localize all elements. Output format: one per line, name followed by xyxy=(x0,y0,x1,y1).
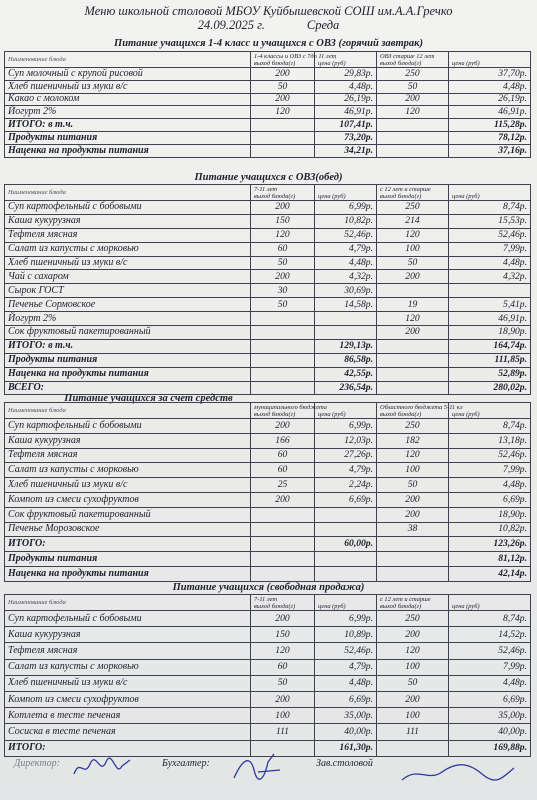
dish-name: Наценка на продукты питания xyxy=(5,566,251,581)
dish-name: Суп картофельный с бобовыми xyxy=(5,419,251,434)
table-row xyxy=(5,93,531,106)
dish-weight-b xyxy=(377,367,449,381)
dish-price-b: 40,00р. xyxy=(449,724,531,740)
dish-price-a: 4,32р. xyxy=(315,270,377,284)
column-header-group-b: с 12 лет и старше выход блюда(г) xyxy=(377,595,449,611)
dish-weight-a xyxy=(251,144,315,157)
dish-name: Каша кукурузная xyxy=(5,627,251,643)
dish-weight-a: 120 xyxy=(251,643,315,659)
dish-name: Хлеб пшеничный из муки в/с xyxy=(5,675,251,691)
dish-weight-a: 200 xyxy=(251,93,315,106)
dish-price-a: 6,99р. xyxy=(315,201,377,215)
dish-weight-a: 200 xyxy=(251,270,315,284)
table-row xyxy=(5,691,531,707)
dish-price-a xyxy=(315,507,377,522)
dish-price-a: 73,20р. xyxy=(315,131,377,144)
table-row xyxy=(5,312,531,326)
ovz-lunch-table xyxy=(4,184,531,395)
dish-weight-a: 200 xyxy=(251,611,315,627)
dish-weight-a xyxy=(251,507,315,522)
menu-weekday: Среда xyxy=(306,18,340,32)
table-row xyxy=(5,298,531,312)
table-header-row xyxy=(5,595,531,611)
dish-weight-a xyxy=(251,131,315,144)
dish-price-b: 46,91р. xyxy=(449,312,531,326)
dish-price-b: 37,70р. xyxy=(449,68,531,81)
dish-name: Продукты питания xyxy=(5,552,251,567)
dish-price-a: 27,26р. xyxy=(315,448,377,463)
table-row xyxy=(5,724,531,740)
dish-weight-b xyxy=(377,119,449,132)
dish-weight-a xyxy=(251,522,315,537)
dish-price-b: 4,48р. xyxy=(449,256,531,270)
dish-price-a: 2,24р. xyxy=(315,478,377,493)
budget-lunch-table xyxy=(4,402,531,582)
column-header-group-a: 7-11 лет выход блюда(г) xyxy=(251,595,315,611)
accountant-label: Бухгалтер: xyxy=(162,758,210,769)
dish-name: Хлеб пшеничный из муки в/с xyxy=(5,80,251,93)
dish-name: Компот из смеси сухофруктов xyxy=(5,492,251,507)
dish-weight-b: 50 xyxy=(377,675,449,691)
dish-price-a: 10,89р. xyxy=(315,627,377,643)
dish-price-b xyxy=(449,284,531,298)
dish-price-b: 8,74р. xyxy=(449,611,531,627)
dish-price-a: 12,03р. xyxy=(315,433,377,448)
dish-weight-a xyxy=(251,353,315,367)
section-title-ovz-lunch: Питание учащихся с ОВЗ(обед) xyxy=(194,172,343,183)
dish-price-a: 46,91р. xyxy=(315,106,377,119)
dish-weight-a: 150 xyxy=(251,627,315,643)
dish-weight-a: 60 xyxy=(251,659,315,675)
dish-price-a: 4,79р. xyxy=(315,242,377,256)
table-row xyxy=(5,507,531,522)
column-header-name: Наименование блюда xyxy=(5,595,251,611)
table-row xyxy=(5,566,531,581)
dish-weight-a: 50 xyxy=(251,298,315,312)
table-row xyxy=(5,708,531,724)
column-header-group-b: ОВЗ старше 12 лет выход блюда(г) xyxy=(377,52,449,68)
dish-weight-a xyxy=(251,552,315,567)
dish-price-a: 52,46р. xyxy=(315,643,377,659)
dish-price-b: 18,90р. xyxy=(449,507,531,522)
dish-weight-b xyxy=(377,740,449,756)
column-header-price-b: цена (руб) xyxy=(449,595,531,611)
dish-name: Котлета в тесте печеная xyxy=(5,708,251,724)
dish-name: Суп картофельный с бобовыми xyxy=(5,611,251,627)
dish-weight-b xyxy=(377,566,449,581)
dish-weight-b: 200 xyxy=(377,492,449,507)
dish-price-b: 46,91р. xyxy=(449,106,531,119)
dish-weight-b: 38 xyxy=(377,522,449,537)
dish-weight-b: 120 xyxy=(377,448,449,463)
dish-weight-b xyxy=(377,552,449,567)
dish-name: Чай с сахаром xyxy=(5,270,251,284)
dish-price-b: 123,26р. xyxy=(449,537,531,552)
dish-weight-b: 100 xyxy=(377,708,449,724)
column-header-price-b: цена (руб) xyxy=(449,185,531,201)
table-row xyxy=(5,353,531,367)
dish-price-a: 4,48р. xyxy=(315,256,377,270)
dish-weight-b xyxy=(377,131,449,144)
dish-price-b: 8,74р. xyxy=(449,201,531,215)
dish-weight-b: 250 xyxy=(377,68,449,81)
dish-name: Продукты питания xyxy=(5,131,251,144)
dish-weight-b: 111 xyxy=(377,724,449,740)
dish-price-b: 52,46р. xyxy=(449,228,531,242)
table-row xyxy=(5,643,531,659)
dish-price-b: 81,12р. xyxy=(449,552,531,567)
column-header-name: Наименование блюда xyxy=(5,185,251,201)
table-row xyxy=(5,270,531,284)
dish-price-b: 280,02р. xyxy=(449,381,531,395)
table-row xyxy=(5,463,531,478)
dish-weight-a: 60 xyxy=(251,242,315,256)
dish-price-b: 42,14р. xyxy=(449,566,531,581)
dish-weight-b: 100 xyxy=(377,242,449,256)
dish-price-b: 14,52р. xyxy=(449,627,531,643)
director-signature xyxy=(70,752,140,782)
table-row xyxy=(5,627,531,643)
dish-name: ИТОГО: xyxy=(5,740,251,756)
dish-price-b: 26,19р. xyxy=(449,93,531,106)
dish-price-b: 7,99р. xyxy=(449,463,531,478)
dish-weight-b: 200 xyxy=(377,507,449,522)
dish-price-b: 18,90р. xyxy=(449,326,531,340)
table-row xyxy=(5,119,531,132)
dish-price-b: 10,82р. xyxy=(449,522,531,537)
dish-name: ИТОГО: в т.ч. xyxy=(5,119,251,132)
table-row xyxy=(5,214,531,228)
dish-price-b: 37,16р. xyxy=(449,144,531,157)
dish-weight-a: 25 xyxy=(251,478,315,493)
dish-name: Суп молочный с крупой рисовой xyxy=(5,68,251,81)
dish-weight-a: 200 xyxy=(251,691,315,707)
menu-title: Меню школьной столовой МБОУ Куйбышевской СОШ им.А.А.Гречко xyxy=(84,4,453,18)
column-header-group-a: 7-11 лет выход блюда(г) xyxy=(251,185,315,201)
dish-weight-b: 214 xyxy=(377,214,449,228)
dish-weight-a: 50 xyxy=(251,675,315,691)
dish-weight-b xyxy=(377,284,449,298)
table-row xyxy=(5,537,531,552)
dish-price-b: 8,74р. xyxy=(449,419,531,434)
dish-price-a: 107,41р. xyxy=(315,119,377,132)
column-header-price-b: цена (руб) xyxy=(449,403,531,419)
dish-weight-a: 111 xyxy=(251,724,315,740)
dish-name: Сок фруктовый пакетированный xyxy=(5,326,251,340)
dish-weight-b: 120 xyxy=(377,643,449,659)
dish-price-a: 4,79р. xyxy=(315,463,377,478)
dish-name: Салат из капусты с морковью xyxy=(5,242,251,256)
table-row xyxy=(5,552,531,567)
dish-price-b: 15,53р. xyxy=(449,214,531,228)
table-row xyxy=(5,659,531,675)
dish-price-b: 7,99р. xyxy=(449,242,531,256)
dish-weight-a xyxy=(251,566,315,581)
dish-weight-b: 120 xyxy=(377,106,449,119)
dish-price-b: 164,74р. xyxy=(449,339,531,353)
dish-name: Салат из капусты с морковью xyxy=(5,659,251,675)
table-row xyxy=(5,284,531,298)
dish-name: Тефтеля мясная xyxy=(5,448,251,463)
table-header-row xyxy=(5,185,531,201)
dish-weight-b: 200 xyxy=(377,93,449,106)
dish-weight-a: 200 xyxy=(251,201,315,215)
dish-weight-a: 150 xyxy=(251,214,315,228)
dish-weight-b: 200 xyxy=(377,326,449,340)
dish-weight-a: 200 xyxy=(251,419,315,434)
column-header-group-a: муниципального бюджета выход блюда(г) xyxy=(251,403,315,419)
dish-weight-b: 250 xyxy=(377,611,449,627)
dish-name: Сосиска в тесте печеная xyxy=(5,724,251,740)
dish-name: Какао с молоком xyxy=(5,93,251,106)
table-header-row xyxy=(5,403,531,419)
dish-weight-b: 200 xyxy=(377,691,449,707)
dish-price-a: 4,48р. xyxy=(315,675,377,691)
dish-weight-b xyxy=(377,144,449,157)
dish-weight-a xyxy=(251,119,315,132)
table-row xyxy=(5,68,531,81)
table-row xyxy=(5,144,531,157)
dish-weight-a xyxy=(251,339,315,353)
dish-name: ИТОГО: xyxy=(5,537,251,552)
column-header-price-a: цена (руб) xyxy=(315,595,377,611)
dish-price-a: 30,69р. xyxy=(315,284,377,298)
dish-weight-b: 50 xyxy=(377,80,449,93)
dish-weight-b: 50 xyxy=(377,478,449,493)
section-title-free-sale: Питание учащихся (свободная продажа) xyxy=(172,582,365,593)
dish-price-b: 6,69р. xyxy=(449,492,531,507)
dish-name: Салат из капусты с морковью xyxy=(5,463,251,478)
dish-price-a: 129,13р. xyxy=(315,339,377,353)
dish-weight-b: 250 xyxy=(377,419,449,434)
dish-name: Суп картофельный с бобовыми xyxy=(5,201,251,215)
dish-weight-b: 19 xyxy=(377,298,449,312)
dish-weight-a xyxy=(251,326,315,340)
dish-price-a xyxy=(315,522,377,537)
dish-price-b: 78,12р. xyxy=(449,131,531,144)
menu-date: 24.09.2025 г. xyxy=(197,18,265,32)
dish-name: Сырок ГОСТ xyxy=(5,284,251,298)
table-row xyxy=(5,131,531,144)
dish-price-b: 4,32р. xyxy=(449,270,531,284)
column-header-group-a: 1-4 классы и ОВЗ с 7до 11 лет выход блюда(г) xyxy=(251,52,315,68)
table-row xyxy=(5,326,531,340)
dish-name: ВСЕГО: xyxy=(5,381,251,395)
table-row xyxy=(5,339,531,353)
section-title-budget: Питание учащихся за счет средств xyxy=(64,393,233,404)
dish-weight-b xyxy=(377,537,449,552)
dish-name: Тефтеля мясная xyxy=(5,228,251,242)
breakfast-table xyxy=(4,51,531,158)
dish-price-a: 236,54р. xyxy=(315,381,377,395)
dish-weight-a: 200 xyxy=(251,68,315,81)
column-header-price-b: цена (руб) xyxy=(449,52,531,68)
column-header-price-a: цена (руб) xyxy=(315,403,377,419)
dish-weight-a: 100 xyxy=(251,708,315,724)
dish-weight-a: 166 xyxy=(251,433,315,448)
column-header-name: Наименование блюда xyxy=(5,403,251,419)
dish-price-a: 26,19р. xyxy=(315,93,377,106)
accountant-signature xyxy=(228,750,288,784)
dish-price-a: 35,00р. xyxy=(315,708,377,724)
column-header-price-a: цена (руб) xyxy=(315,185,377,201)
dish-price-a: 10,82р. xyxy=(315,214,377,228)
dish-price-a: 161,30р. xyxy=(315,740,377,756)
director-label: Директор: xyxy=(14,758,60,769)
dish-price-b: 4,48р. xyxy=(449,675,531,691)
dish-weight-b: 120 xyxy=(377,312,449,326)
dish-name: Йогурт 2% xyxy=(5,106,251,119)
table-row xyxy=(5,611,531,627)
dish-price-a: 60,00р. xyxy=(315,537,377,552)
dish-price-a xyxy=(315,552,377,567)
dish-price-a xyxy=(315,312,377,326)
dish-price-b: 52,46р. xyxy=(449,448,531,463)
dish-name: Каша кукурузная xyxy=(5,214,251,228)
dish-price-b: 52,89р. xyxy=(449,367,531,381)
dish-price-b: 35,00р. xyxy=(449,708,531,724)
column-header-group-b: Областного бюджета 5-11 кл выход блюда(г) xyxy=(377,403,449,419)
dish-name: Печенье Сормовское xyxy=(5,298,251,312)
table-row xyxy=(5,419,531,434)
dish-price-a: 29,83р. xyxy=(315,68,377,81)
dish-weight-a: 50 xyxy=(251,256,315,270)
dish-weight-b: 50 xyxy=(377,256,449,270)
dish-weight-a: 30 xyxy=(251,284,315,298)
dish-price-a: 42,55р. xyxy=(315,367,377,381)
dish-price-a: 6,69р. xyxy=(315,691,377,707)
dish-name: Сок фруктовый пакетированный xyxy=(5,507,251,522)
dish-price-a: 14,58р. xyxy=(315,298,377,312)
dish-price-b: 6,69р. xyxy=(449,691,531,707)
dish-price-a: 40,00р. xyxy=(315,724,377,740)
dish-price-b: 5,41р. xyxy=(449,298,531,312)
dish-name: Наценка на продукты питания xyxy=(5,367,251,381)
canteen-head-label: Зав.столовой xyxy=(316,758,373,769)
dish-price-a xyxy=(315,326,377,340)
dish-name: Тефтеля мясная xyxy=(5,643,251,659)
dish-price-a: 4,79р. xyxy=(315,659,377,675)
menu-date-line xyxy=(0,18,537,33)
dish-name: Каша кукурузная xyxy=(5,433,251,448)
table-row xyxy=(5,201,531,215)
dish-price-a: 6,99р. xyxy=(315,611,377,627)
dish-price-b: 4,48р. xyxy=(449,478,531,493)
column-header-name: Наименование блюда xyxy=(5,52,251,68)
dish-name: ИТОГО: в т.ч. xyxy=(5,339,251,353)
table-row xyxy=(5,478,531,493)
dish-weight-a xyxy=(251,367,315,381)
dish-weight-a xyxy=(251,312,315,326)
dish-name: Наценка на продукты питания xyxy=(5,144,251,157)
dish-price-b: 52,46р. xyxy=(449,643,531,659)
column-header-price-a: цена (руб) xyxy=(315,52,377,68)
dish-weight-a: 60 xyxy=(251,463,315,478)
dish-weight-b xyxy=(377,339,449,353)
table-row xyxy=(5,492,531,507)
dish-name: Продукты питания xyxy=(5,353,251,367)
dish-price-a: 6,99р. xyxy=(315,419,377,434)
table-row xyxy=(5,106,531,119)
table-row xyxy=(5,228,531,242)
section-title-breakfast: Питание учащихся 1-4 класс и учащихся с ОВЗ (горячий завтрак) xyxy=(114,38,423,49)
table-row xyxy=(5,433,531,448)
table-row xyxy=(5,522,531,537)
table-row xyxy=(5,367,531,381)
dish-price-a: 6,69р. xyxy=(315,492,377,507)
dish-price-a: 52,46р. xyxy=(315,228,377,242)
free-sale-table xyxy=(4,594,531,757)
dish-price-a: 86,58р. xyxy=(315,353,377,367)
canteen-head-signature xyxy=(398,756,518,786)
dish-name: Хлеб пшеничный из муки в/с xyxy=(5,478,251,493)
dish-weight-a xyxy=(251,537,315,552)
dish-price-a: 34,21р. xyxy=(315,144,377,157)
dish-weight-b xyxy=(377,353,449,367)
dish-weight-a: 200 xyxy=(251,492,315,507)
table-row xyxy=(5,675,531,691)
table-row xyxy=(5,448,531,463)
dish-price-a xyxy=(315,566,377,581)
column-header-group-b: с 12 лет и старше выход блюда(г) xyxy=(377,185,449,201)
dish-price-b: 7,99р. xyxy=(449,659,531,675)
dish-price-b: 115,28р. xyxy=(449,119,531,132)
dish-weight-b: 200 xyxy=(377,627,449,643)
dish-weight-a: 120 xyxy=(251,106,315,119)
dish-name: Компот из смеси сухофруктов xyxy=(5,691,251,707)
dish-weight-b: 120 xyxy=(377,228,449,242)
dish-weight-a: 120 xyxy=(251,228,315,242)
dish-weight-b: 182 xyxy=(377,433,449,448)
dish-name: Хлеб пшеничный из муки в/с xyxy=(5,256,251,270)
dish-weight-b: 200 xyxy=(377,270,449,284)
table-row xyxy=(5,256,531,270)
dish-weight-b: 100 xyxy=(377,463,449,478)
dish-weight-a: 50 xyxy=(251,80,315,93)
dish-name: Йогурт 2% xyxy=(5,312,251,326)
dish-price-b: 13,18р. xyxy=(449,433,531,448)
dish-price-b: 169,88р. xyxy=(449,740,531,756)
dish-weight-a: 60 xyxy=(251,448,315,463)
dish-weight-b: 250 xyxy=(377,201,449,215)
dish-weight-b: 100 xyxy=(377,659,449,675)
table-header-row xyxy=(5,52,531,68)
table-row xyxy=(5,80,531,93)
dish-price-b: 111,85р. xyxy=(449,353,531,367)
table-row xyxy=(5,242,531,256)
dish-name: Печенье Морозовское xyxy=(5,522,251,537)
dish-price-a: 4,48р. xyxy=(315,80,377,93)
dish-price-b: 4,48р. xyxy=(449,80,531,93)
